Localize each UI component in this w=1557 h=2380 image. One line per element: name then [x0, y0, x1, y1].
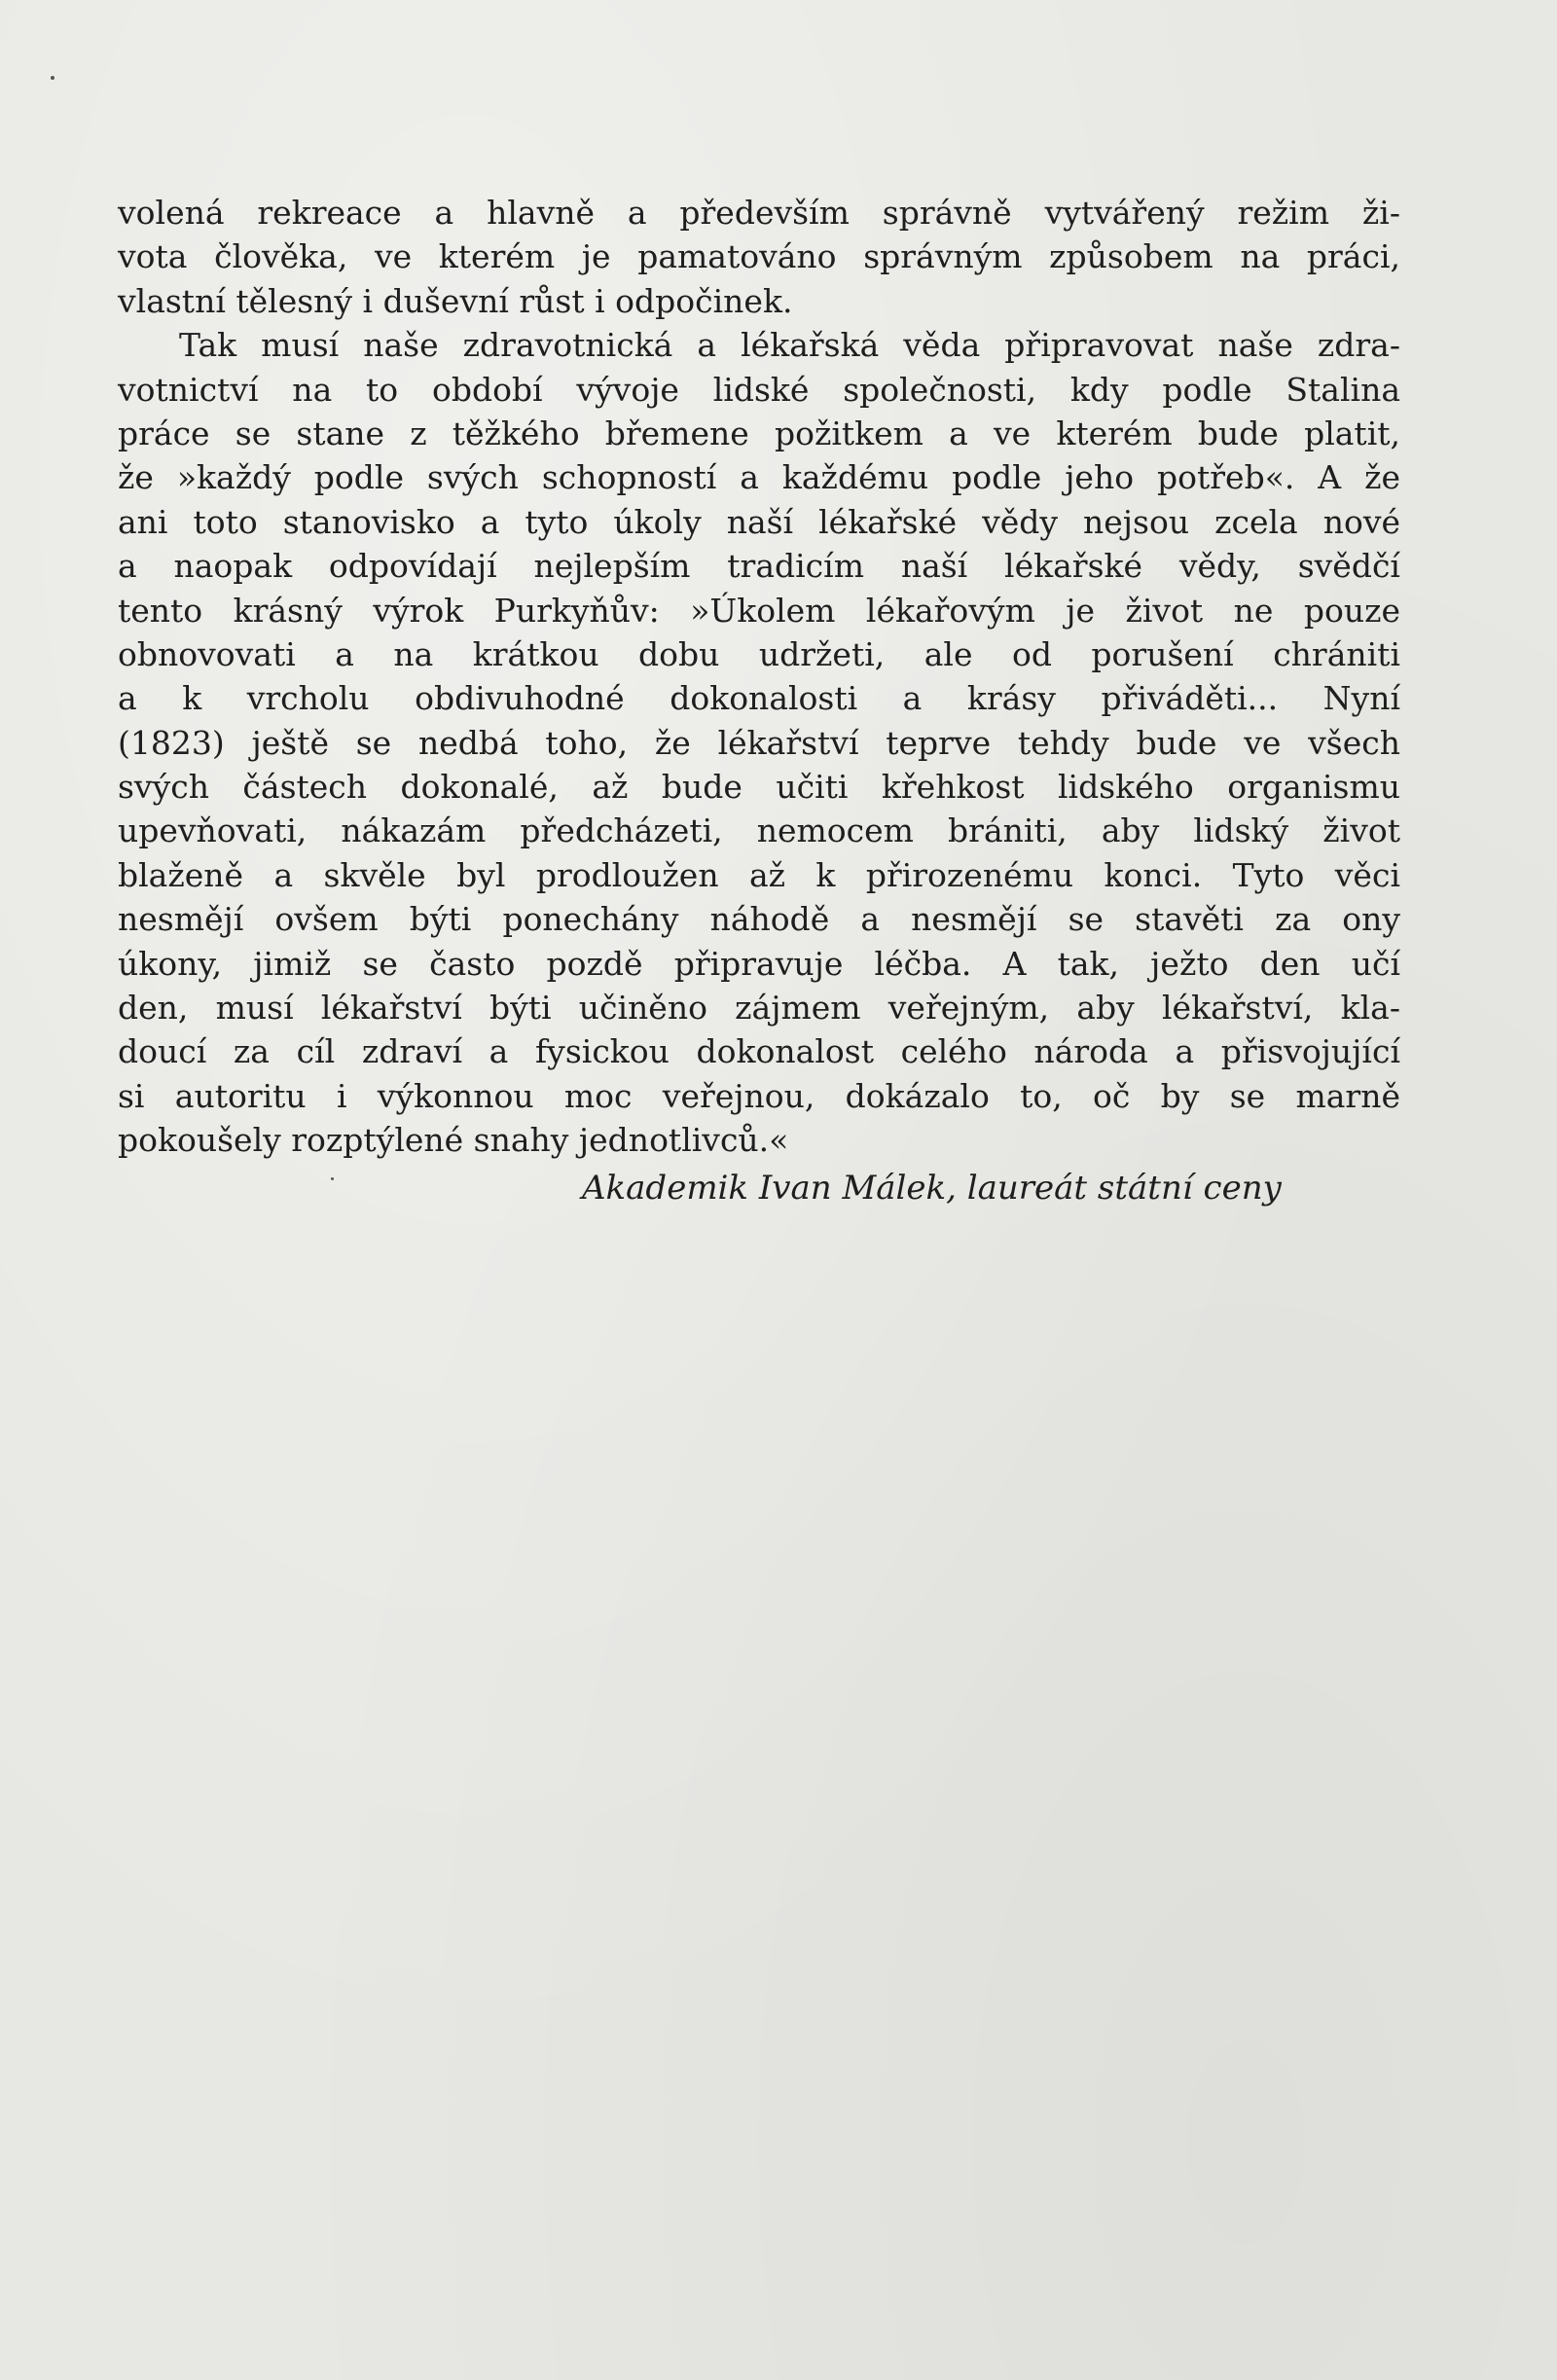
scan-speck	[331, 1177, 334, 1180]
text-line: práce se stane z těžkého břemene požitkem a ve kterém bude platit,	[118, 414, 1400, 452]
text-line: svých částech dokonalé, až bude učiti křehkost lidského organismu	[118, 768, 1400, 807]
text-line: vota člověka, ve kterém je pamatováno správným způsobem na práci,	[118, 237, 1400, 276]
text-line: a k vrcholu obdivuhodné dokonalosti a krásy přiváděti... Nyní	[118, 679, 1400, 718]
text-line: a naopak odpovídají nejlepším tradicím naší lékařské vědy, svědčí	[118, 547, 1400, 586]
text-line: nesmějí ovšem býti ponechány náhodě a nesmějí se stavěti za ony	[118, 900, 1400, 939]
paragraph-start-line: Tak musí naše zdravotnická a lékařská věda připravovat naše zdra-	[179, 326, 1400, 365]
text-line: volená rekreace a hlavně a především správně vytvářený režim ži-	[118, 194, 1400, 232]
text-line: pokoušely rozptýlené snahy jednotlivců.«	[118, 1121, 789, 1160]
text-line: že »každý podle svých schopností a každému podle jeho potřeb«. A že	[118, 458, 1400, 497]
text-line: blaženě a skvěle byl prodloužen až k přirozenému konci. Tyto věci	[118, 855, 1400, 894]
text-line: úkony, jimiž se často pozdě připravuje léčba. A tak, ježto den učí	[118, 944, 1400, 983]
body-text	[118, 191, 1400, 1163]
text-line: den, musí lékařství býti učiněno zájmem veřejným, aby lékařství, kla-	[118, 989, 1400, 1028]
text-line: votnictví na to období vývoje lidské společnosti, kdy podle Stalina	[118, 370, 1400, 409]
text-line: upevňovati, nákazám předcházeti, nemocem brániti, aby lidský život	[118, 811, 1400, 850]
text-line: si autoritu i výkonnou moc veřejnou, dokázalo to, oč by se marně	[118, 1076, 1400, 1115]
author-signature: Akademik Ivan Málek, laureát státní ceny	[582, 1169, 1282, 1208]
text-line: doucí za cíl zdraví a fysickou dokonalost celého národa a přisvojující	[118, 1032, 1400, 1071]
text-line: vlastní tělesný i duševní růst i odpočinek.	[118, 281, 793, 320]
text-line: tento krásný výrok Purkyňův: »Úkolem lékařovým je život ne pouze	[118, 591, 1400, 630]
text-line: ani toto stanovisko a tyto úkoly naší lékařské vědy nejsou zcela nové	[118, 502, 1400, 541]
text-line: obnovovati a na krátkou dobu udržeti, ale od porušení chrániti	[118, 634, 1400, 673]
text-line: (1823) ještě se nedbá toho, že lékařství teprve tehdy bude ve všech	[118, 723, 1400, 762]
scan-speck	[51, 76, 54, 80]
